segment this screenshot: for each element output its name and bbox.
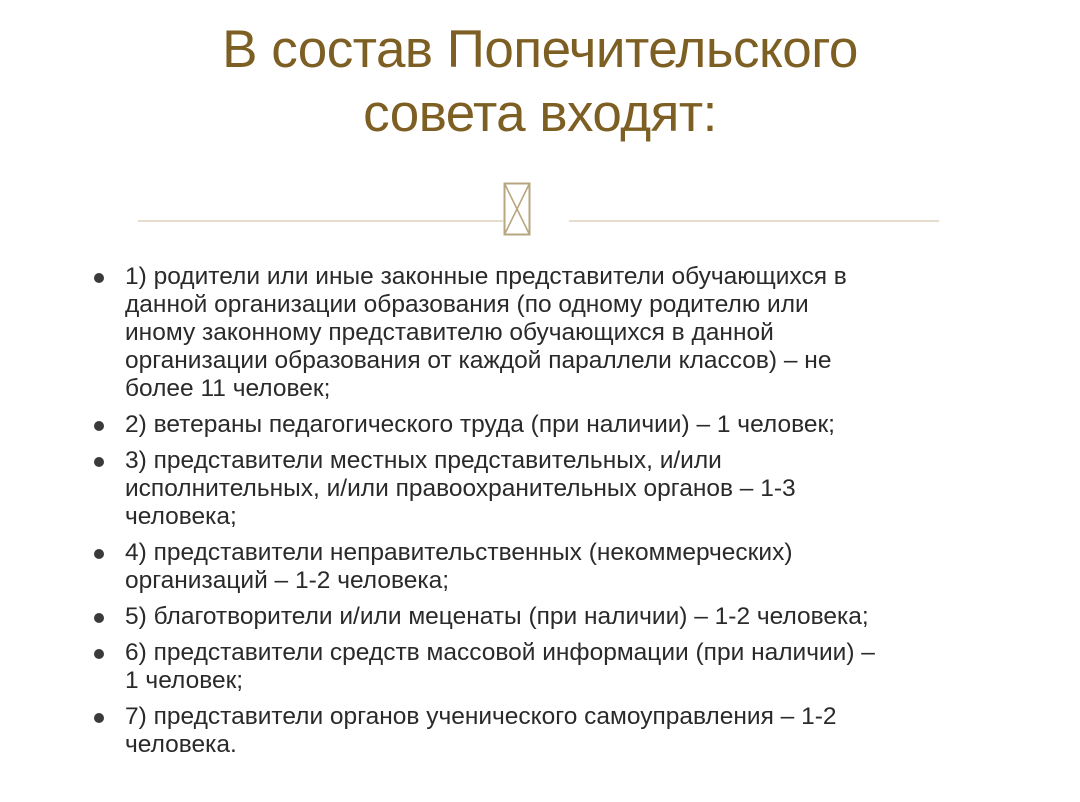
title-line-1: В состав Попечительского (222, 20, 858, 79)
item-text-line: 1 человек; (125, 667, 244, 694)
bullet-dot-icon (94, 457, 104, 467)
item-text-line: человека; (125, 503, 237, 530)
item-text-line: организации образования от каждой параллели классов) – не (125, 347, 832, 374)
list-item (92, 263, 992, 403)
list-item (92, 447, 992, 531)
bullet-dot-icon (94, 421, 104, 431)
item-text-line: 6) представители средств массовой информации (при наличии) – (125, 639, 875, 666)
item-text-line: организаций – 1-2 человека; (125, 567, 450, 594)
item-text-line: 5) благотворители и/или меценаты (при наличии) – 1-2 человека; (125, 603, 869, 630)
divider-left (138, 220, 503, 222)
item-text-line: 2) ветераны педагогического труда (при наличии) – 1 человек; (125, 411, 835, 438)
item-text-line: исполнительных, и/или правоохранительных органов – 1-3 (125, 475, 796, 502)
list-item (92, 603, 992, 631)
divider-right (569, 220, 939, 222)
item-text-line: более 11 человек; (125, 375, 331, 402)
item-text-line: 1) родители или иные законные представители обучающихся в (125, 263, 847, 290)
bullet-dot-icon (94, 613, 104, 623)
item-text-line: человека. (125, 731, 237, 758)
list-item (92, 639, 992, 695)
bullet-dot-icon (94, 649, 104, 659)
slide-title (60, 18, 1020, 146)
diamond-ornament-icon (503, 182, 531, 236)
bullet-dot-icon (94, 549, 104, 559)
item-text-line: 7) представители органов ученического самоуправления – 1-2 (125, 703, 837, 730)
item-text-line: 4) представители неправительственных (некоммерческих) (125, 539, 793, 566)
list-item (92, 703, 992, 759)
item-text-line: данной организации образования (по одному родителю или (125, 291, 809, 318)
title-line-2: совета входят: (363, 84, 717, 143)
item-text-line: 3) представители местных представительных, и/или (125, 447, 722, 474)
list-item (92, 411, 992, 439)
list-item (92, 539, 992, 595)
member-list (92, 263, 992, 767)
item-text-line: иному законному представителю обучающихся в данной (125, 319, 774, 346)
bullet-dot-icon (94, 273, 104, 283)
bullet-dot-icon (94, 713, 104, 723)
